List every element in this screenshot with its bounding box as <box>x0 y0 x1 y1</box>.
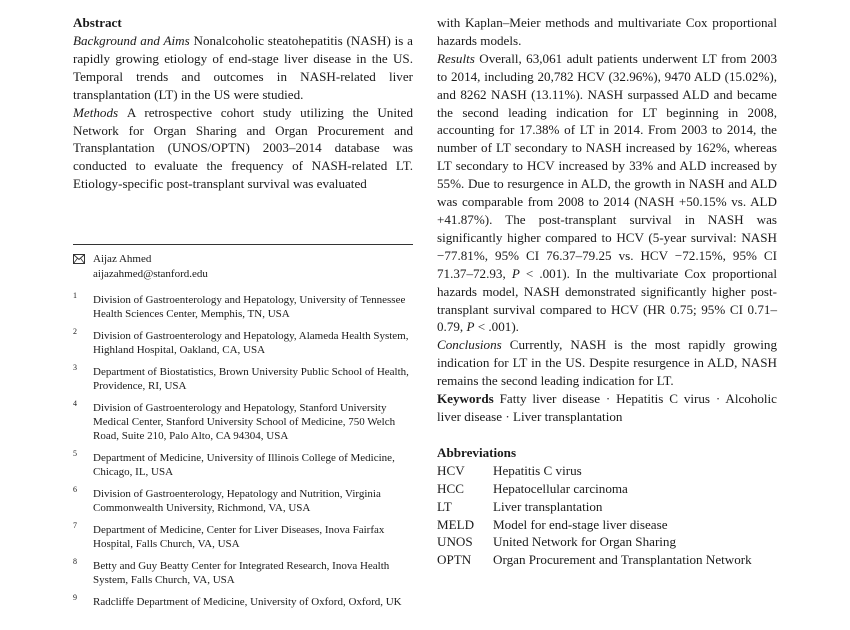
affiliation-number: 2 <box>73 327 77 336</box>
affiliation-number: 7 <box>73 521 77 531</box>
abbreviation-row <box>437 551 777 569</box>
abbreviation-row <box>437 516 777 534</box>
affiliation-item <box>73 329 413 357</box>
results-paragraph <box>437 50 777 337</box>
abbreviation-key: MELD <box>437 516 475 532</box>
affiliation-number: 4 <box>73 399 77 408</box>
abbreviation-definition: Liver transplantation <box>493 498 603 514</box>
conclusions-label: Conclusions <box>437 337 502 353</box>
abstract-right-column <box>437 14 777 569</box>
correspondence-block <box>73 252 413 281</box>
affiliation-item <box>73 595 413 609</box>
abbreviation-definition: Model for end-stage liver disease <box>493 516 668 532</box>
affiliation-item <box>73 559 413 587</box>
affiliation-item <box>73 401 413 444</box>
abbreviation-definition: United Network for Organ Sharing <box>493 534 677 550</box>
conclusions-text: Currently, NASH is the most rapidly growing indication for LT in the US. Despite resurgence in ALD, NASH remains the second leading indication for LT. <box>437 337 777 389</box>
results-label: Results <box>437 50 475 66</box>
affiliation-text: Division of Gastroenterology, Hepatology and Nutrition, Virginia Commonwealth University, Richmond, VA, USA <box>93 488 381 515</box>
envelope-icon <box>73 254 85 264</box>
results-p-value-1: P <box>511 265 520 281</box>
affiliation-number: 9 <box>73 593 77 603</box>
methods-text: A retrospective cohort study utilizing the United Network for Organ Sharing and Organ Procurement and Transplantation (UNOS/OPTN) 2003–2014 database was conducted to evaluate the frequency of NASH-related LT. Etiology-specific post-transplant survival was evaluated <box>73 104 413 192</box>
abbreviation-key: HCC <box>437 480 464 496</box>
results-p-value-2: P <box>466 319 475 335</box>
results-text-3: < .001). <box>474 319 519 335</box>
affiliation-text: Division of Gastroenterology and Hepatology, Stanford University Medical Center, Stanford University School of Medicine, 750 Welch Road, Suite 210, Palo Alto, CA 94304, USA <box>93 402 396 443</box>
affiliation-number: 6 <box>73 485 77 495</box>
affiliation-item <box>73 451 413 479</box>
abbreviation-definition: Organ Procurement and Transplantation Network <box>493 552 752 568</box>
abbreviation-row <box>437 480 777 498</box>
abbreviation-definition: Hepatitis C virus <box>493 462 582 478</box>
keywords-paragraph <box>437 390 777 426</box>
affiliation-number: 3 <box>73 363 77 372</box>
abbreviation-key: HCV <box>437 462 465 478</box>
keywords-text: Fatty liver disease · Hepatitis C virus · Alcoholic liver disease · Liver transplantation <box>437 391 777 424</box>
correspondence-name: Aijaz Ahmed <box>93 253 152 265</box>
affiliation-text: Radcliffe Department of Medicine, University of Oxford, Oxford, UK <box>93 596 402 609</box>
affiliation-item <box>73 487 413 515</box>
affiliation-item <box>73 293 413 321</box>
affiliation-item <box>73 365 413 393</box>
abbreviation-key: UNOS <box>437 534 473 550</box>
background-paragraph <box>73 32 413 104</box>
footnote-divider <box>73 244 413 245</box>
results-text-1: Overall, 63,061 adult patients underwent LT from 2003 to 2014, including 20,782 HCV (32.96%), 9470 ALD (15.02%), and 8262 NASH (13.11%). NASH surpassed ALD and became the second leading indication for LT beginning in 2008, accounting for 17.38% of LT in 2014. From 2003 to 2014, the number of LT secondary to NASH increased by 162%, whereas LT secondary to HCV increased by 33% and ALD increased by 55%. Due to resurgence in ALD, the growth in NASH and ALD was comparable from 2008 to 2014 (NASH +50.15% vs. ALD +41.87%). The post-transplant survival in NASH was significantly higher compared to HCV (5-year survival: NASH −77.81%, 95% CI 76.37–79.25 vs. HCV −72.15%, 95% CI 71.37–72.93, <box>437 50 777 281</box>
affiliation-item <box>73 523 413 551</box>
affiliation-text: Division of Gastroenterology and Hepatology, Alameda Health System, Highland Hospital, Oakland, CA, USA <box>93 330 409 357</box>
affiliation-text: Betty and Guy Beatty Center for Integrated Research, Inova Health System, Falls Church, VA, USA <box>93 560 390 587</box>
affiliation-text: Department of Medicine, Center for Liver Diseases, Inova Fairfax Hospital, Falls Church, VA, USA <box>93 524 385 551</box>
background-label: Background and Aims <box>73 33 190 48</box>
affiliation-number: 5 <box>73 449 77 459</box>
affiliation-number: 8 <box>73 557 77 567</box>
methods-label: Methods <box>73 104 119 120</box>
affiliation-text: Department of Biostatistics, Brown University Public School of Health, Providence, RI, USA <box>93 366 409 393</box>
abbreviation-row <box>437 533 777 551</box>
abbreviation-definition: Hepatocellular carcinoma <box>493 480 628 496</box>
affiliations-list <box>73 293 413 617</box>
abbreviation-row <box>437 498 777 516</box>
abstract-left-column <box>73 14 413 193</box>
abbreviations-block <box>437 444 777 569</box>
results-text-2: < .001). In the multivariate Cox proportional hazards model, NASH demonstrated significantly higher post-transplant survival compared to HCV (HR 0.75; 95% CI 0.71–0.79, <box>437 265 778 335</box>
methods-continuation: with Kaplan–Meier methods and multivariate Cox proportional hazards models. <box>437 15 777 48</box>
methods-paragraph <box>73 104 413 194</box>
abbreviation-key: LT <box>437 498 452 514</box>
abbreviations-heading: Abbreviations <box>437 444 517 460</box>
abbreviation-key: OPTN <box>437 552 472 568</box>
abstract-heading: Abstract <box>73 15 122 30</box>
keywords-label: Keywords <box>437 391 494 407</box>
affiliation-number: 1 <box>73 291 77 300</box>
background-text: Nonalcoholic steatohepatitis (NASH) is a rapidly growing etiology of end-stage liver disease in the US. Temporal trends and outcomes in NASH-related liver transplantation (LT) in the US were studied. <box>73 33 413 102</box>
conclusions-paragraph <box>437 336 777 390</box>
abbreviation-row <box>437 462 777 480</box>
affiliation-text: Department of Medicine, University of Illinois College of Medicine, Chicago, IL, USA <box>93 452 395 479</box>
affiliation-text: Division of Gastroenterology and Hepatology, University of Tennessee Health Sciences Center, Memphis, TN, USA <box>93 294 406 321</box>
correspondence-email[interactable]: aijazahmed@stanford.edu <box>93 267 208 280</box>
